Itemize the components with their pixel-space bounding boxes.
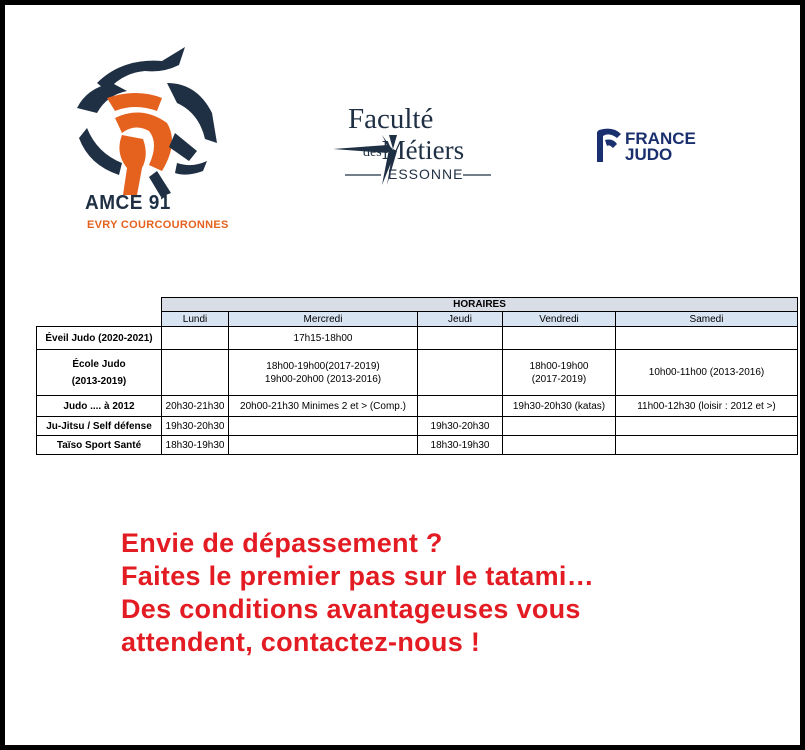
row-label — [37, 436, 162, 455]
row-label-line: Éveil Judo (2020-2021) — [45, 332, 153, 344]
schedule-table — [36, 297, 798, 455]
tagline-line: Faites le premier pas sur le tatami… — [121, 561, 594, 591]
schedule-cell — [162, 396, 229, 417]
schedule-cell — [418, 396, 503, 417]
schedule-time: 17h15-18h00 — [293, 332, 353, 344]
schedule-cell — [616, 436, 798, 455]
schedule-cell — [616, 417, 798, 436]
tagline-line: Envie de dépassement ? — [121, 528, 443, 558]
schedule-cell — [503, 327, 616, 350]
schedule-cell — [418, 436, 503, 455]
days-row — [37, 312, 798, 327]
schedule-cell — [229, 350, 418, 396]
schedule-time: 19h30-20h30 (katas) — [512, 400, 606, 412]
schedule-cell — [418, 327, 503, 350]
amce-logo-city: EVRY COURCOURONNES — [87, 219, 229, 231]
schedule-time: 18h30-19h30 — [430, 439, 490, 451]
schedule-cell — [616, 396, 798, 417]
table-row — [37, 436, 798, 455]
france-judo-line2: JUDO — [625, 145, 673, 164]
row-label-line: Taïso Sport Santé — [56, 439, 142, 451]
tagline-line: attendent, contactez-nous ! — [121, 627, 481, 657]
schedule-cell — [503, 350, 616, 396]
day-header: Vendredi — [503, 312, 616, 327]
table-row — [37, 327, 798, 350]
row-label-line: (2013-2019) — [71, 375, 127, 387]
schedule-cell — [229, 436, 418, 455]
faculte-subtitle — [363, 135, 464, 166]
schedule-cell — [503, 436, 616, 455]
schedule-cell — [616, 327, 798, 350]
schedule-time: 19h00-20h00 (2013-2016) — [264, 373, 382, 385]
schedule-time: 20h30-21h30 — [165, 400, 225, 412]
day-header: Jeudi — [418, 312, 503, 327]
schedule-time: 19h30-20h30 — [430, 420, 490, 432]
schedule-header: HORAIRES — [162, 298, 798, 312]
day-header: Mercredi — [229, 312, 418, 327]
table-row — [37, 396, 798, 417]
schedule-cell — [229, 327, 418, 350]
schedule-cell — [162, 436, 229, 455]
france-judo-wordmark — [625, 131, 696, 163]
row-label-line: École Judo — [72, 358, 126, 370]
schedule-cell — [229, 417, 418, 436]
schedule-time: 18h00-19h00(2017-2019) — [266, 360, 380, 372]
day-header: Samedi — [616, 312, 798, 327]
row-label — [37, 327, 162, 350]
schedule-cell — [503, 417, 616, 436]
schedule-time: 18h00-19h00 — [529, 360, 589, 372]
schedule-time: 19h30-20h30 — [165, 420, 225, 432]
faculte-metiers: Métiers — [381, 135, 465, 165]
tagline-line: Des conditions avantageuses vous — [121, 594, 581, 624]
faculte-title: Faculté — [348, 103, 434, 135]
schedule-cell — [418, 350, 503, 396]
schedule-cell — [616, 350, 798, 396]
france-judo-icon — [595, 126, 623, 166]
row-label — [37, 417, 162, 436]
schedule-time: 11h00-12h30 (loisir : 2012 et >) — [637, 400, 776, 412]
row-label-line: Ju-Jitsu / Self défense — [46, 420, 152, 432]
schedule-time: 18h30-19h30 — [165, 439, 225, 451]
schedule-cell — [162, 350, 229, 396]
schedule-cell — [229, 396, 418, 417]
schedule-cell — [162, 417, 229, 436]
table-row — [37, 417, 798, 436]
row-label-line: Judo .... à 2012 — [63, 400, 135, 412]
schedule-cell — [162, 327, 229, 350]
day-header: Lundi — [162, 312, 229, 327]
france-judo-line1: FRANCE — [625, 129, 696, 148]
table-row — [37, 350, 798, 396]
schedule-time: 10h00-11h00 (2013-2016) — [648, 367, 765, 378]
table-header-row — [37, 298, 798, 312]
row-label — [37, 350, 162, 396]
amce-logo-name: AMCE 91 — [85, 192, 171, 215]
schedule-time: 20h00-21h30 Minimes 2 et > (Comp.) — [240, 400, 406, 412]
faculte-region: ESSONNE — [388, 166, 464, 182]
schedule-cell — [418, 417, 503, 436]
tagline — [121, 527, 594, 659]
faculte-des: des — [363, 144, 382, 160]
row-label — [37, 396, 162, 417]
schedule-cell — [503, 396, 616, 417]
schedule-time: (2017-2019) — [531, 373, 587, 385]
